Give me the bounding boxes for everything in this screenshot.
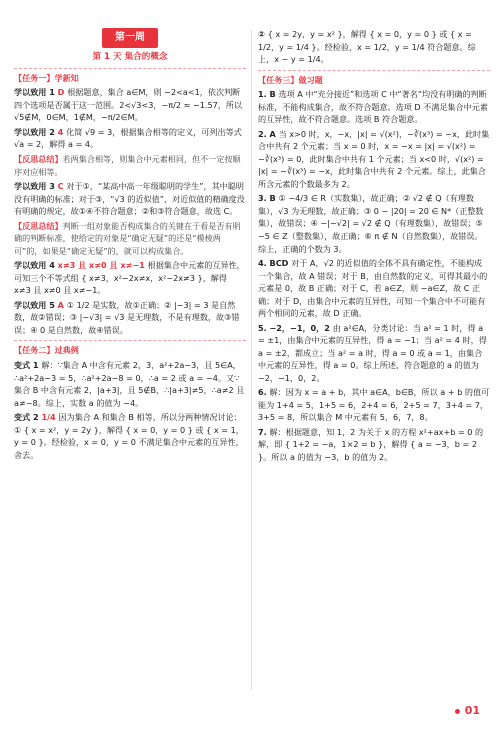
answer-item <box>258 128 490 191</box>
answer-value: D <box>57 87 68 98</box>
item-label: 学以致用 3 <box>14 181 58 192</box>
item-label: 学以致用 5 <box>14 299 58 310</box>
answer-item <box>14 126 246 151</box>
explanation-text: 选项 A 中“充分接近”和选项 C 中“著名”均没有明确的判断标准，不能构成集合，故不符合题意。选项 D 不满足集合中元素的互异性，故不符合题意。选项 B 符合题意。 <box>258 89 488 125</box>
item-label: 7. <box>258 426 270 437</box>
item-label: 2. A <box>258 128 279 139</box>
explanation-text: ① −4/3 ∈ R（实数集），故正确；② √2 ∉ Q（有理数集），√3 为无理数，故正确；③ 0 − |20| = 20 ∈ N*（正整数集），故错误；④ −|−√2| = √2 ∉ Q（有理数集），故错误；⑤ −5 ∈ Z（整数集），故正确；⑥ π ∉ N（自然数集），故错误。综上，正确的个数为 3。 <box>258 193 484 254</box>
explanation-text: 对于 A，√2 的近似值的全体不具有确定性，不能构成一个集合，故 A 错误；对于 B，由自然数的定义，可得其最小的元素是 0，故 B 正确；对于 C，若 a∈Z，则 −a∈Z，故 C 正确；对于 D，由集合中元素的互异性，可知一个集合中不可能有两个相同的元素，故 D 正确。 <box>258 258 488 319</box>
item-label: 6. <box>258 387 270 398</box>
answer-item <box>14 411 246 461</box>
note-label: 【反思总结】 <box>14 154 63 164</box>
explanation-text: 由 a²∈A，分类讨论：当 a² = 1 时，得 a = ±1，由集合中元素的互异性，得 a = −1；当 a² = 4 时，得 a = ±2，都成立；当 a² = a 时，得 a = 0 或 a = 1，由集合中元素的互异性，得 a = 0。综上所述，符合题意的 a 的值为 −2，−1，0，2。 <box>258 322 487 383</box>
answer-item <box>258 28 490 66</box>
reflection-note <box>14 220 246 258</box>
answer-item <box>258 322 490 385</box>
section-heading: 【任务三】做习题 <box>258 70 490 87</box>
explanation-text: 解：∵集合 A 中含有元素 2，3，a²+2a−3，且 5∈A，∴a²+2a−3 = 5，∴a²+2a−8 = 0，∴a = 2 或 a = −4。又∵集合 B 中含有元素 2，|a+3|，且 5∉B，∴|a+3|≠5，∴a≠2 且 a≠−8。综上，实数 a 的值为 −4。 <box>14 359 245 408</box>
column-divider <box>251 30 252 690</box>
answer-item <box>14 299 246 337</box>
answer-item <box>14 359 246 409</box>
item-label: 学以致用 4 <box>14 260 58 271</box>
answer-value: 4 <box>57 126 67 137</box>
note-label: 【反思总结】 <box>14 220 63 231</box>
item-label: 学以致用 2 <box>14 126 58 137</box>
day-title: 第 1 天 集合的概念 <box>92 51 168 62</box>
page-footer <box>455 704 480 717</box>
note-text: 判断一组对象能否构成集合的关键在于看是否有明确的判断标准，使给定的对象是“确定无疑”的还是“模棱两可”的，如果是“确定无疑”的，就可以构成集合。 <box>14 220 241 256</box>
explanation-text: 解：根据题意，知 1，2 为关于 x 的方程 x²+ax+b = 0 的解，即 { 1+2 = −a，1×2 = b }，解得 { a = −3，b = 2 }。所以 a 的值为 −3，b 的值为 2。 <box>258 426 484 462</box>
right-column <box>258 28 490 466</box>
explanation-text: 化简 √9 = 3，根据集合相等的定义，可列出等式 √a = 2，解得 a = 4。 <box>14 126 242 150</box>
answer-value: 1/4 <box>41 412 59 423</box>
explanation-text: 根据题意，集合 a∈M，则 −2<a<1，依次判断四个选项是否属于这一范围。2<√3<3，−π/2 ≈ −1.57，所以 √5∉M，0∈M，1∉M，−π/2∈M。 <box>14 87 243 123</box>
answer-item <box>258 192 490 255</box>
item-label: 3. B <box>258 193 279 204</box>
item-label: ② <box>258 29 268 39</box>
explanation-text: 对于①，“某高中高一年级聪明的学生”，其中聪明没有明确的标准；对于③，“√3 的近似值”，对近似值的精确度没有明确的规定，故①④不符合题意；②和③符合题意，故选 C。 <box>14 181 245 217</box>
explanation-text: ① 1/2 是实数，故①正确；② |−3| = 3 是自然数，故②错误；③ |−√3| = √3 是无理数，不是有理数，故③错误；④ 0 是自然数，故④错误。 <box>14 299 240 335</box>
explanation-text: 解：因为 x = a + b，其中 a∈A，b∈B，所以 a + b 的值可能为 1+4 = 5，1+5 = 6，2+4 = 6，2+5 = 7，3+4 = 7，3+5 = 8，所以集合 M 中元素有 5，6，7，8。 <box>258 387 490 423</box>
reflection-note <box>14 153 246 178</box>
answer-value: C <box>57 181 67 192</box>
answer-value: A <box>57 299 67 310</box>
answer-value: x≠3 且 x≠0 且 x≠−1 <box>57 260 148 271</box>
page-number: 01 <box>464 704 480 717</box>
section-heading: 【任务二】过典例 <box>14 340 246 357</box>
explanation-text: 根据集合中元素的互异性，可知三个不等式组 { x≠3，x²−2x≠x，x²−2x≠3 }，解得 x≠3 且 x≠0 且 x≠−1。 <box>14 260 245 296</box>
item-label: 5. −2，−1，0，2 <box>258 322 333 333</box>
answer-item <box>14 180 246 218</box>
answer-item <box>258 88 490 126</box>
item-label: 变式 2 <box>14 412 42 423</box>
item-label: 变式 1 <box>14 359 42 370</box>
note-text: 若两集合相等，则集合中元素相同，但不一定按顺序对应相等。 <box>14 154 241 177</box>
section-heading: 【任务一】学新知 <box>14 68 246 85</box>
footer-dot <box>455 709 460 714</box>
explanation-text: 当 x>0 时，x，−x，|x| = √(x²)，−∛(x³) = −x，此时集合中共有 2 个元素；当 x = 0 时，x = −x = |x| = √(x²) = −∛(x³) = 0，此时集合中共有 1 个元素；当 x<0 时，√(x²) = |x| = −∛(x³) = −x，此时集合中共有 2 个元素。综上，此集合所含元素的个数最多为 2。 <box>258 128 490 189</box>
item-label: 1. B <box>258 89 279 100</box>
answer-item <box>258 426 490 464</box>
explanation-text: 因为集合 A 和集合 B 相等，所以分两种情况讨论：① { x = x²，y = 2y }，解得 { x = 0，y = 0 } 或 { x = 1，y = 0 }。经检验，x = 0，y = 0 不满足集合中元素的互异性，舍去。 <box>14 412 244 460</box>
answer-item <box>14 259 246 297</box>
answer-item <box>258 257 490 320</box>
answer-item <box>258 386 490 424</box>
left-column <box>14 28 246 463</box>
answer-item <box>14 86 246 124</box>
week-badge: 第一周 <box>102 28 158 48</box>
explanation-text: { x = 2y，y = x² }，解得 { x = 0，y = 0 } 或 { x = 1/2，y = 1/4 }。经检验，x = 1/2，y = 1/4 符合题意。综上，x − y = 1/4。 <box>258 29 476 65</box>
item-label: 学以致用 1 <box>14 87 58 98</box>
item-label: 4. BCD <box>258 258 292 269</box>
